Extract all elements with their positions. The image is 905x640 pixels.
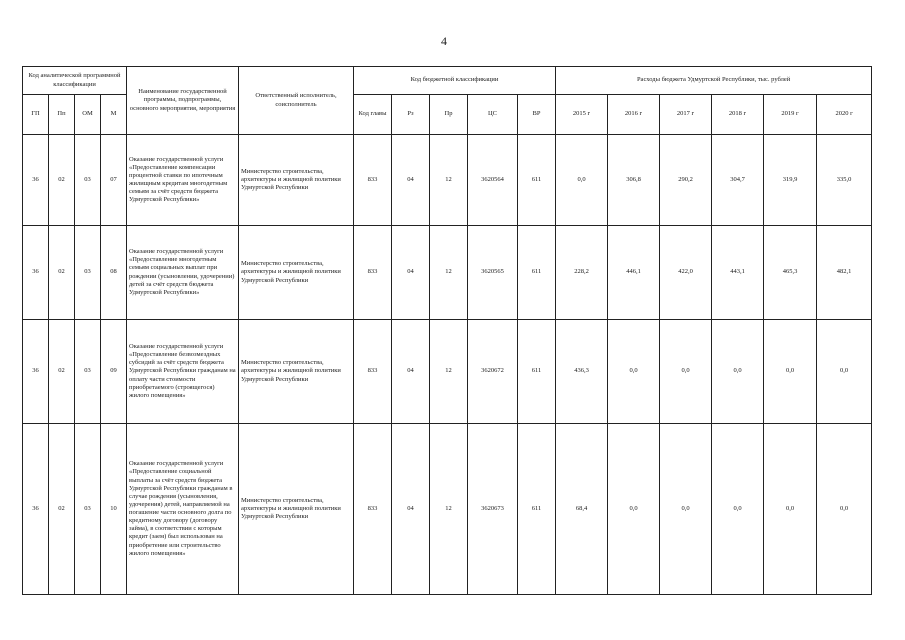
cell-om: 03 (75, 424, 101, 595)
cell-value-2015: 0,0 (556, 135, 608, 226)
cell-gp: 36 (23, 424, 49, 595)
header-year-2016: 2016 г (608, 95, 660, 135)
cell-om: 03 (75, 320, 101, 424)
header-year-2018: 2018 г (712, 95, 764, 135)
cell-value-2015: 68,4 (556, 424, 608, 595)
cell-vr: 611 (518, 424, 556, 595)
cell-value-2018: 0,0 (712, 424, 764, 595)
cell-value-2016: 0,0 (608, 320, 660, 424)
cell-value-2020: 482,1 (817, 226, 872, 320)
cell-gp: 36 (23, 226, 49, 320)
header-vr: ВР (518, 95, 556, 135)
cell-om: 03 (75, 226, 101, 320)
header-cs: ЦС (468, 95, 518, 135)
header-gp: ГП (23, 95, 49, 135)
cell-desc: Оказание государственной услуги «Предоставление компенсации процентной ставки по ипотечным жилищным кредитам многодетным семьям за счёт средств бюджета Удмуртской Республики» (127, 135, 239, 226)
cell-value-2020: 0,0 (817, 424, 872, 595)
header-year-2019: 2019 г (764, 95, 817, 135)
header-row-top (23, 67, 872, 95)
header-pp: Пп (49, 95, 75, 135)
cell-value-2018: 304,7 (712, 135, 764, 226)
cell-pr: 12 (430, 135, 468, 226)
header-year-2020: 2020 г (817, 95, 872, 135)
cell-cs: 3620564 (468, 135, 518, 226)
cell-desc: Оказание государственной услуги «Предоставление социальной выплаты за счёт средств бюджета Удмуртской Республики гражданам в случае рождения (усыновления, удочерения) детей, направляемой на погашение части основного долга по кредитному договору (договору займа), в соответствии с которым кредит (заем) был использован на приобретение или строительство жилого помещения» (127, 424, 239, 595)
cell-pp: 02 (49, 135, 75, 226)
cell-value-2019: 465,3 (764, 226, 817, 320)
cell-value-2020: 0,0 (817, 320, 872, 424)
budget-table (22, 66, 872, 595)
cell-pr: 12 (430, 226, 468, 320)
cell-pp: 02 (49, 226, 75, 320)
header-om: ОМ (75, 95, 101, 135)
cell-desc: Оказание государственной услуги «Предоставление безвозмездных субсидий за счёт средств бюджета Удмуртской Республики гражданам на оплату части стоимости приобретаемого (строящегося) жилого помещения» (127, 320, 239, 424)
cell-desc: Оказание государственной услуги «Предоставление многодетным семьям социальных выплат при рождении (усыновлении, удочерении) детей за счёт средств бюджета Удмуртской Республики» (127, 226, 239, 320)
cell-om: 03 (75, 135, 101, 226)
cell-cs: 3620673 (468, 424, 518, 595)
cell-value-2016: 306,8 (608, 135, 660, 226)
cell-value-2016: 446,1 (608, 226, 660, 320)
cell-gp: 36 (23, 135, 49, 226)
cell-m: 08 (101, 226, 127, 320)
cell-value-2019: 0,0 (764, 320, 817, 424)
cell-exec: Министерство строительства, архитектуры и жилищной политики Удмуртской Республики (239, 226, 354, 320)
table-row (23, 135, 872, 226)
cell-m: 09 (101, 320, 127, 424)
cell-glava: 833 (354, 135, 392, 226)
cell-cs: 3620565 (468, 226, 518, 320)
page-number: 4 (441, 34, 447, 48)
header-budget-code: Код бюджетной классификации (354, 67, 556, 95)
header-executor: Ответственный исполнитель, соисполнитель (239, 67, 354, 135)
cell-rz: 04 (392, 135, 430, 226)
cell-vr: 611 (518, 135, 556, 226)
cell-glava: 833 (354, 226, 392, 320)
cell-value-2015: 436,3 (556, 320, 608, 424)
cell-pr: 12 (430, 320, 468, 424)
cell-exec: Министерство строительства, архитектуры и жилищной политики Удмуртской Республики (239, 320, 354, 424)
cell-value-2018: 443,1 (712, 226, 764, 320)
cell-value-2019: 319,9 (764, 135, 817, 226)
header-analytic-code: Код аналитической программной классификации (23, 67, 127, 95)
cell-m: 07 (101, 135, 127, 226)
header-m: М (101, 95, 127, 135)
cell-value-2018: 0,0 (712, 320, 764, 424)
header-rz: Рз (392, 95, 430, 135)
table-row (23, 424, 872, 595)
header-expenses: Расходы бюджета Удмуртской Республики, тыс. рублей (556, 67, 872, 95)
header-glava: Код главы (354, 95, 392, 135)
cell-value-2017: 0,0 (660, 320, 712, 424)
cell-value-2017: 0,0 (660, 424, 712, 595)
cell-value-2019: 0,0 (764, 424, 817, 595)
header-year-2015: 2015 г (556, 95, 608, 135)
cell-value-2020: 335,0 (817, 135, 872, 226)
cell-cs: 3620672 (468, 320, 518, 424)
cell-vr: 611 (518, 320, 556, 424)
header-pr: Пр (430, 95, 468, 135)
table-row (23, 320, 872, 424)
cell-vr: 611 (518, 226, 556, 320)
cell-value-2017: 290,2 (660, 135, 712, 226)
cell-pp: 02 (49, 320, 75, 424)
cell-pr: 12 (430, 424, 468, 595)
cell-value-2017: 422,0 (660, 226, 712, 320)
cell-rz: 04 (392, 424, 430, 595)
cell-pp: 02 (49, 424, 75, 595)
cell-m: 10 (101, 424, 127, 595)
header-program-name: Наименование государственной программы, подпрограммы, основного мероприятия, мероприятия (127, 67, 239, 135)
header-year-2017: 2017 г (660, 95, 712, 135)
cell-glava: 833 (354, 320, 392, 424)
table-row (23, 226, 872, 320)
cell-exec: Министерство строительства, архитектуры и жилищной политики Удмуртской Республики (239, 135, 354, 226)
cell-value-2015: 228,2 (556, 226, 608, 320)
cell-exec: Министерство строительства, архитектуры и жилищной политики Удмуртской Республики (239, 424, 354, 595)
cell-value-2016: 0,0 (608, 424, 660, 595)
cell-rz: 04 (392, 226, 430, 320)
cell-gp: 36 (23, 320, 49, 424)
cell-rz: 04 (392, 320, 430, 424)
cell-glava: 833 (354, 424, 392, 595)
